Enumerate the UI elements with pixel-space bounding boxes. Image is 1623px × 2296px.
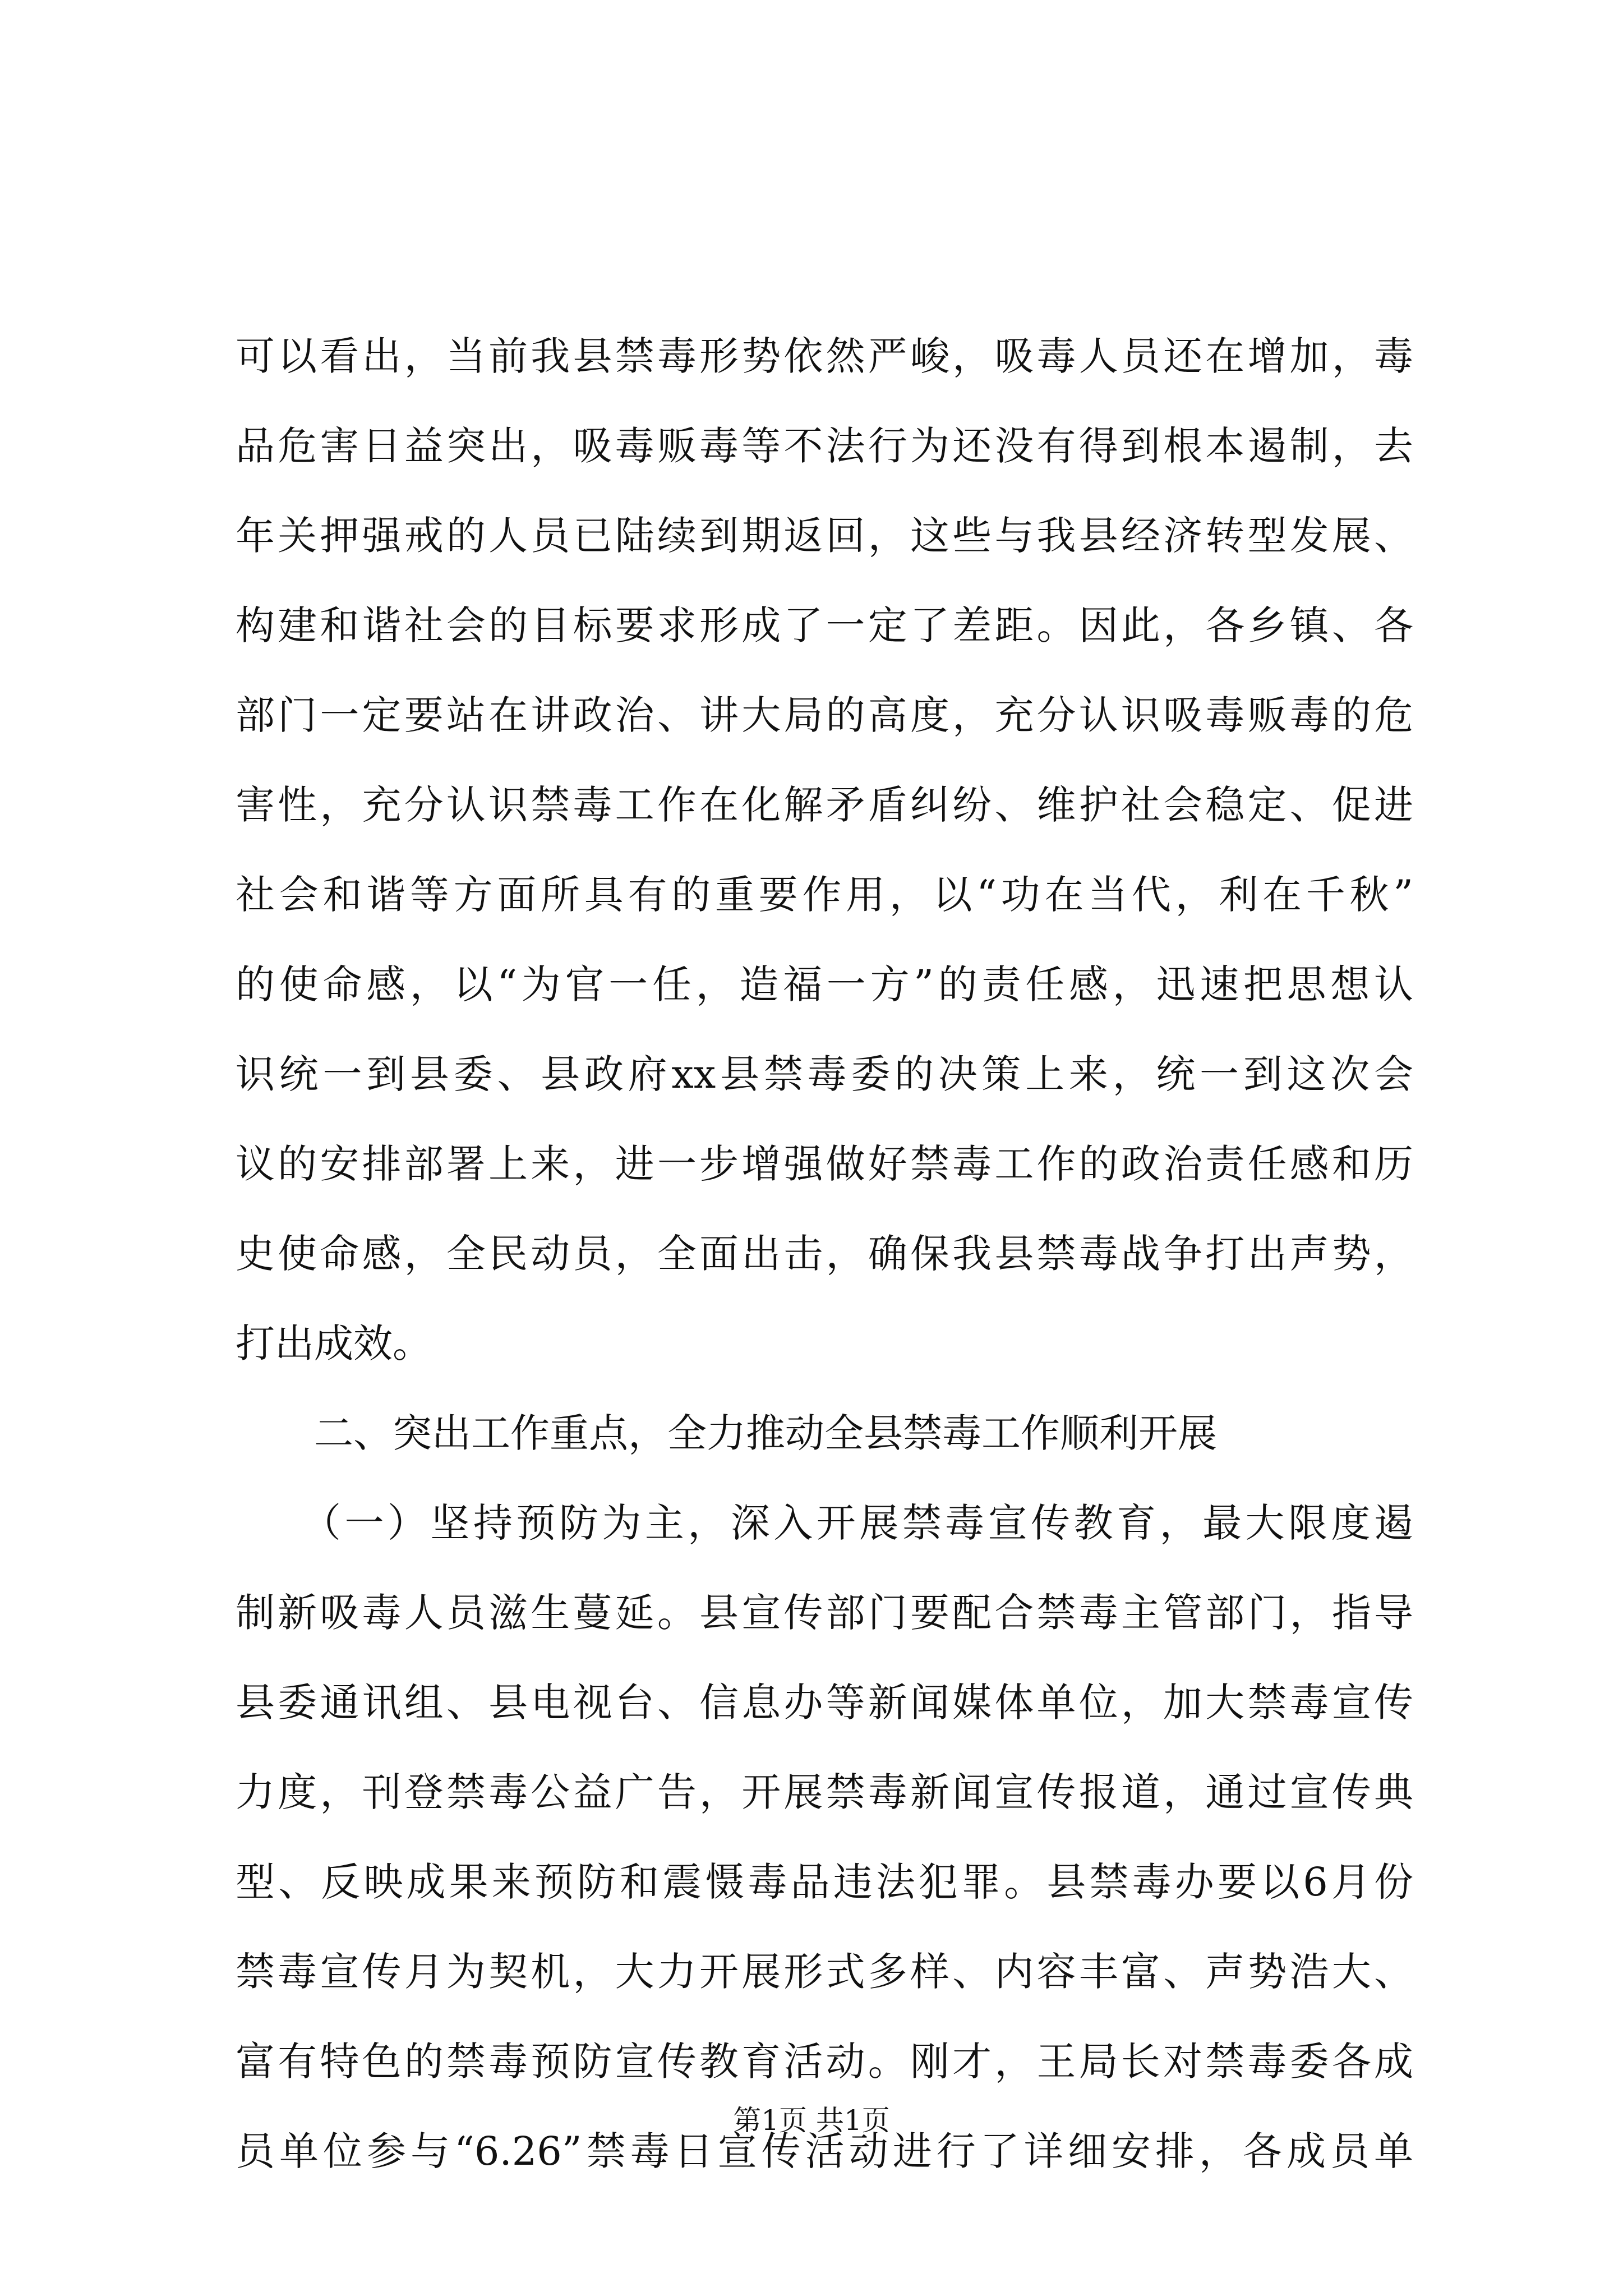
section-heading: 二、突出工作重点，全力推动全县禁毒工作顺利开展 [236,1410,1217,1456]
text-line: 制新吸毒人员滋生蔓延。县宣传部门要配合禁毒主管部门，指导 [236,1590,1413,1636]
text-line: 史使命感，全民动员，全面出击，确保我县禁毒战争打出声势， [236,1231,1413,1277]
text-line: 害性，充分认识禁毒工作在化解矛盾纠纷、维护社会稳定、促进 [236,782,1413,828]
page-number-label: 第1页 共1页 [733,2104,890,2137]
document-body [236,311,1413,2196]
text-line: 员单位参与“6.26”禁毒日宣传活动进行了详细安排，各成员单 [236,2128,1413,2174]
text-line: 打出成效。 [236,1320,432,1366]
text-line: 县委通讯组、县电视台、信息办等新闻媒体单位，加大禁毒宣传 [236,1680,1413,1726]
text-line: （一）坚持预防为主，深入开展禁毒宣传教育，最大限度遏 [236,1500,1413,1546]
text-line: 年关押强戒的人员已陆续到期返回，这些与我县经济转型发展、 [236,513,1413,559]
text-line: 识统一到县委、县政府xx县禁毒委的决策上来，统一到这次会 [236,1051,1413,1097]
text-line: 的使命感，以“为官一任，造福一方”的责任感，迅速把思想认 [236,961,1413,1007]
text-line: 力度，刊登禁毒公益广告，开展禁毒新闻宣传报道，通过宣传典 [236,1769,1413,1815]
text-line: 社会和谐等方面所具有的重要作用，以“功在当代，利在千秋” [236,872,1413,918]
text-line: 构建和谐社会的目标要求形成了一定了差距。因此，各乡镇、各 [236,602,1413,648]
text-line: 富有特色的禁毒预防宣传教育活动。刚才，王局长对禁毒委各成 [236,2039,1413,2085]
text-line: 议的安排部署上来，进一步增强做好禁毒工作的政治责任感和历 [236,1141,1413,1187]
text-line: 品危害日益突出，吸毒贩毒等不法行为还没有得到根本遏制，去 [236,423,1413,469]
text-line: 部门一定要站在讲政治、讲大局的高度，充分认识吸毒贩毒的危 [236,692,1413,738]
text-line: 型、反映成果来预防和震慑毒品违法犯罪。县禁毒办要以6月份 [236,1859,1413,1905]
text-line: 禁毒宣传月为契机，大力开展形式多样、内容丰富、声势浩大、 [236,1949,1413,1995]
text-line: 可以看出，当前我县禁毒形势依然严峻，吸毒人员还在增加，毒 [236,333,1413,379]
page-footer [0,2101,1623,2140]
